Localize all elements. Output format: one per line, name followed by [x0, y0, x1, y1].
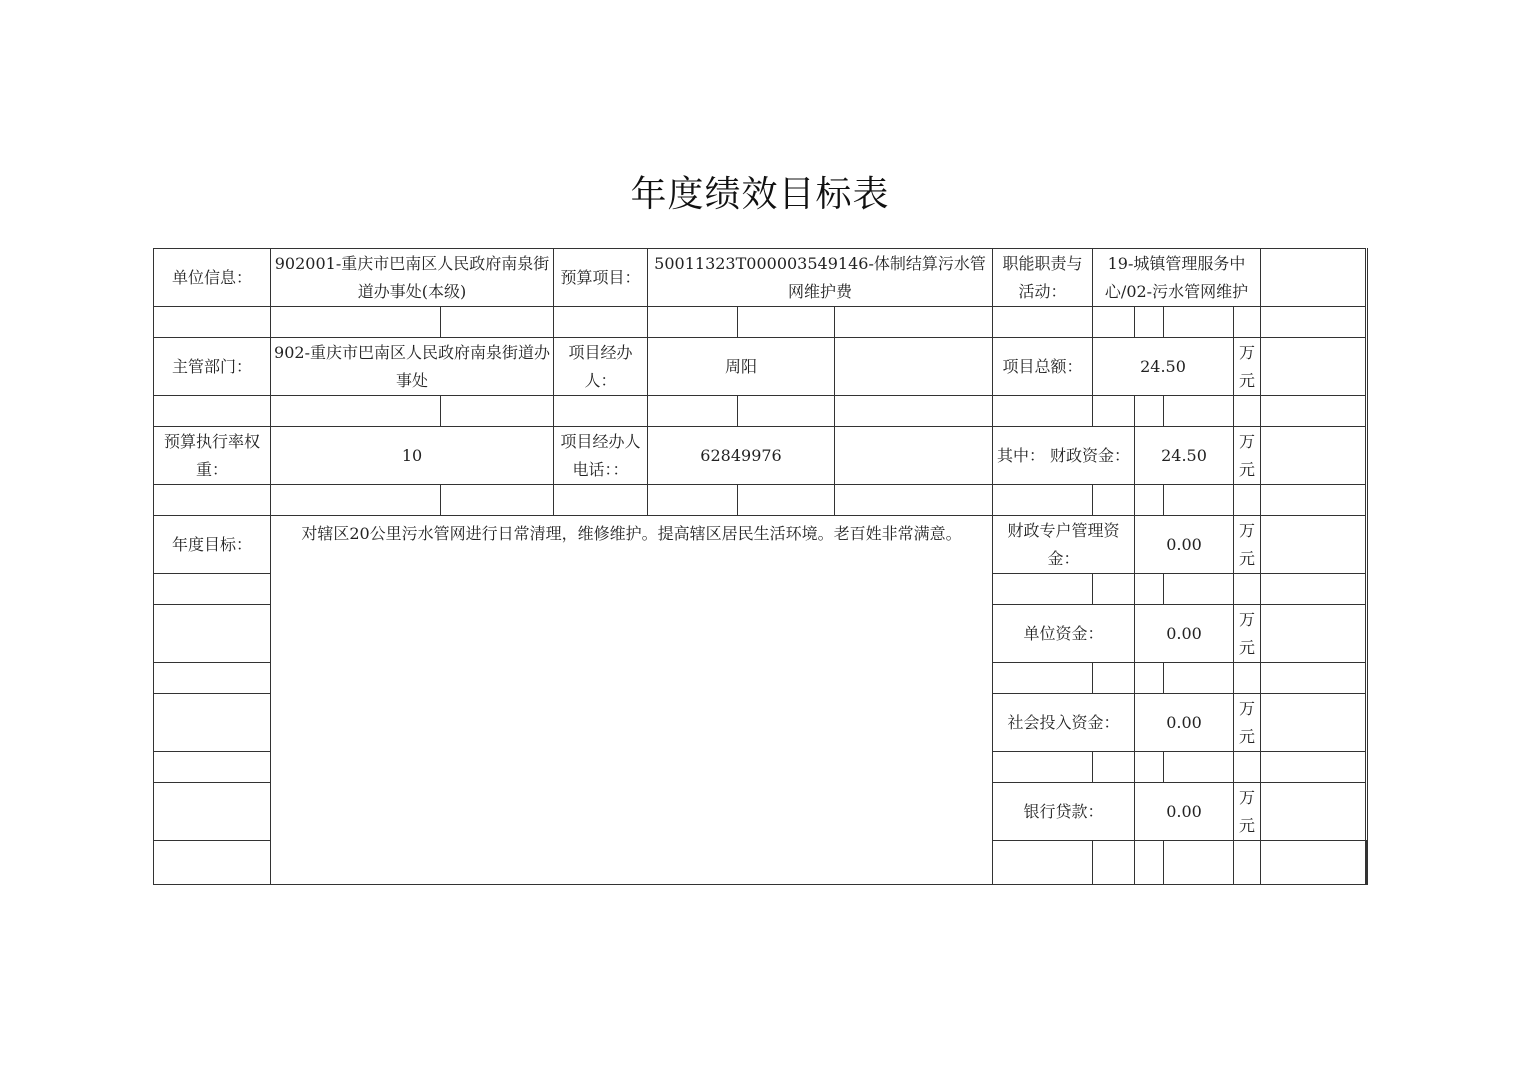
exec-weight-value: 10: [271, 427, 554, 485]
social-label: 社会投入资金：: [993, 694, 1135, 752]
unit-info-value: 902001-重庆市巴南区人民政府南泉街道办事处(本级): [271, 249, 554, 307]
empty-cell: [1261, 427, 1367, 485]
fiscal-value: 24.50: [1135, 427, 1234, 485]
exec-weight-label: 预算执行率权重：: [154, 427, 271, 485]
manager-label: 项目经办人：: [554, 338, 648, 396]
empty-cell: [1261, 338, 1367, 396]
function-value: 19-城镇管理服务中心/02-污水管网维护: [1093, 249, 1261, 307]
goal-value: 对辖区20公里污水管网进行日常清理，维修维护。提高辖区居民生活环境。老百姓非常满意。: [271, 516, 993, 885]
unit-info-label: 单位信息：: [154, 249, 271, 307]
function-label: 职能职责与活动：: [993, 249, 1093, 307]
empty-cell: [1261, 516, 1367, 574]
special-label: 财政专户管理资金：: [993, 516, 1135, 574]
unit-label: 万元: [1234, 694, 1261, 752]
unit-label: 万元: [1234, 516, 1261, 574]
budget-project-label: 预算项目：: [554, 249, 648, 307]
goal-label: 年度目标：: [154, 516, 271, 574]
unit-label: 万元: [1234, 783, 1261, 841]
phone-value: 62849976: [648, 427, 835, 485]
phone-label: 项目经办人电话：：: [554, 427, 648, 485]
loan-label: 银行贷款：: [993, 783, 1135, 841]
unit-label: 万元: [1234, 427, 1261, 485]
unit-label: 万元: [1234, 605, 1261, 663]
fiscal-label: 其中： 财政资金：: [993, 427, 1135, 485]
unit-funds-label: 单位资金：: [993, 605, 1135, 663]
budget-project-value: 50011323T000003549146-体制结算污水管网维护费: [648, 249, 993, 307]
empty-cell: [1261, 249, 1367, 307]
dept-value: 902-重庆市巴南区人民政府南泉街道办事处: [271, 338, 554, 396]
empty-cell: [835, 338, 993, 396]
special-value: 0.00: [1135, 516, 1234, 574]
dept-label: 主管部门：: [154, 338, 271, 396]
social-value: 0.00: [1135, 694, 1234, 752]
loan-value: 0.00: [1135, 783, 1234, 841]
unit-funds-value: 0.00: [1135, 605, 1234, 663]
performance-goal-table: [153, 248, 1368, 885]
manager-value: 周阳: [648, 338, 835, 396]
total-label: 项目总额：: [993, 338, 1093, 396]
total-value: 24.50: [1093, 338, 1234, 396]
empty-cell: [835, 427, 993, 485]
page-title: 年度绩效目标表: [630, 174, 890, 215]
unit-label: 万元: [1234, 338, 1261, 396]
